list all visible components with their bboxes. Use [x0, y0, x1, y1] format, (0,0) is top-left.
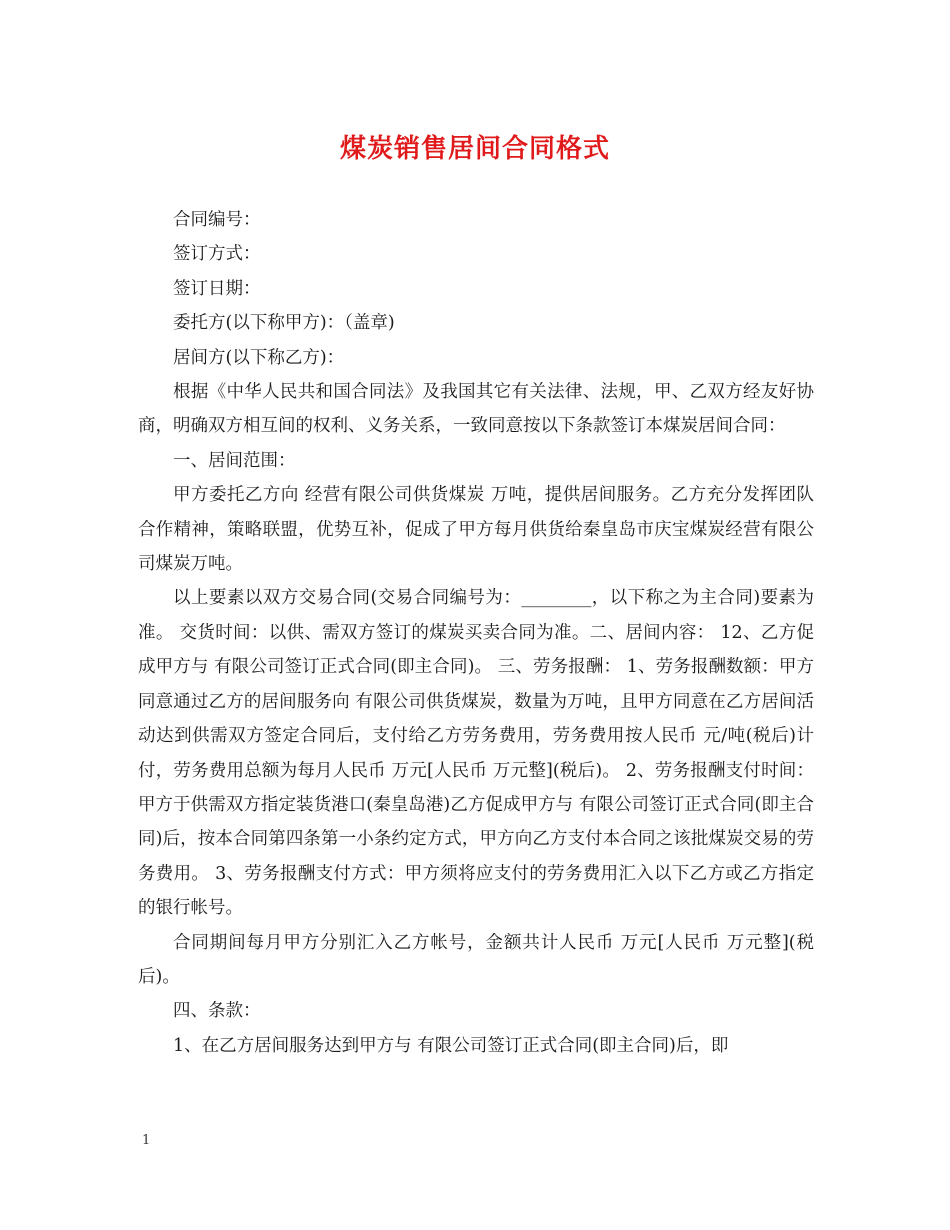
document-title: 煤炭销售居间合同格式	[339, 134, 610, 164]
page-number: 1	[142, 1133, 151, 1148]
section-heading: 一、居间范围：	[173, 450, 296, 471]
document-body	[138, 203, 814, 1063]
broker-party-line: 居间方(以下称乙方)：	[173, 347, 345, 368]
body-paragraph: 1、在乙方居间服务达到甲方与 有限公司签订正式合同(即主合同)后，即	[173, 1035, 729, 1056]
body-paragraph: 合同期间每月甲方分别汇入乙方帐号，金额共计人民币 万元[人民币 万元整](税后)。	[138, 932, 814, 987]
preamble-paragraph: 根据《中华人民共和国合同法》及我国其它有关法律、法规，甲、乙双方经友好协商，明确双方相互间的权利、义务关系，一致同意按以下条款签订本煤炭居间合同：	[138, 382, 814, 437]
body-paragraph: 甲方委托乙方向 经营有限公司供货煤炭 万吨，提供居间服务。乙方充分发挥团队合作精神，策略联盟，优势互补，促成了甲方每月供货给秦皇岛市庆宝煤炭经营有限公司煤炭万吨。	[138, 485, 814, 575]
principal-party-line: 委托方(以下称甲方)：（盖章)	[173, 313, 395, 334]
section-heading: 四、条款：	[173, 1001, 261, 1022]
contract-number-line: 合同编号：	[173, 210, 261, 230]
body-paragraph: 以上要素以双方交易合同(交易合同编号为：________，以下称之为主合同)要素为准。 交货时间：以供、需双方签订的煤炭买卖合同为准。二、居间内容： 12、乙方促成甲方与 有限公司签订正式合同(即主合同)。 三、劳务报酬： 1、劳务报酬数额：甲方同意通过乙方的居间服务向 有限公司供货煤炭，数量为万吨，且甲方同意在乙方居间活动达到供需双方签定合同后，支付给乙方劳务费用，劳务费用按人民币 元/吨(税后)计付，劳务费用总额为每月人民币 万元[人民币 万元整](税后)。 2、劳务报酬支付时间：甲方于供需双方指定装货港口(秦皇岛港)乙方促成甲方与 有限公司签订正式合同(即主合同)后，按本合同第四条第一小条约定方式，甲方向乙方支付本合同之该批煤炭交易的劳务费用。 3、劳务报酬支付方式：甲方须将应支付的劳务费用汇入以下乙方或乙方指定的银行帐号。	[138, 588, 814, 919]
signing-method-line: 签订方式：	[173, 244, 261, 265]
signing-date-line: 签订日期：	[173, 278, 261, 299]
